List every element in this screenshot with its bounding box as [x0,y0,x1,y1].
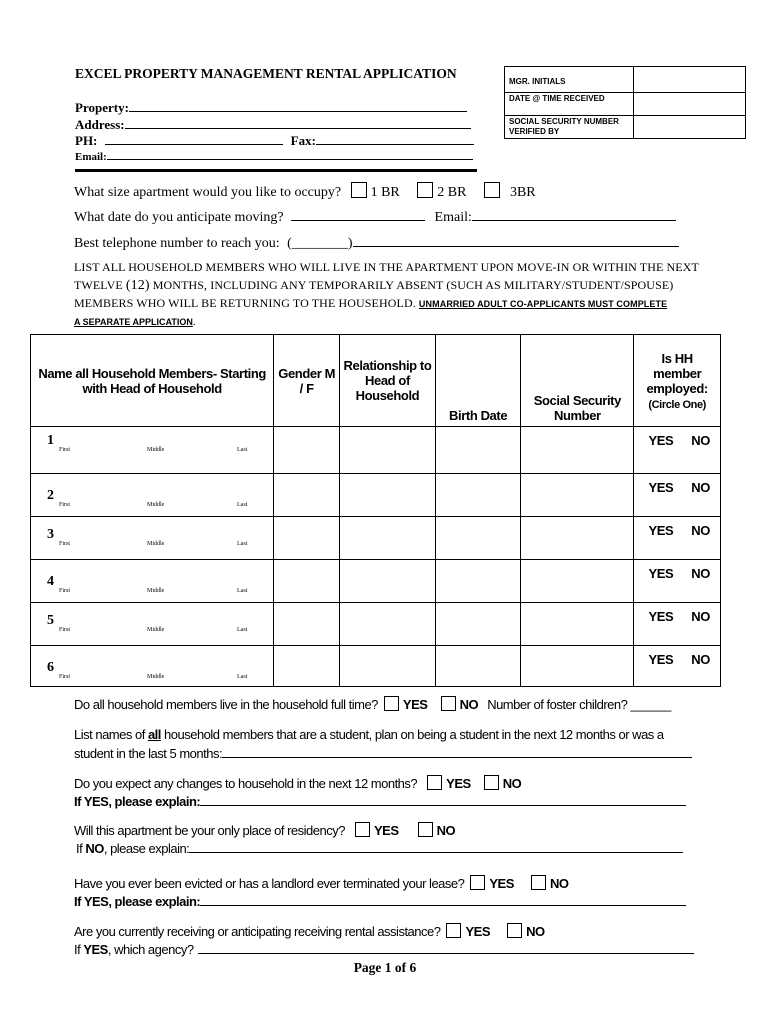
header-gender: Gender M / F [274,335,340,427]
last-name-hint: Last [237,674,248,680]
middle-name-hint: Middle [147,502,165,508]
fulltime-yes-label: YES [402,697,428,712]
employed-yes[interactable]: YES [648,433,674,448]
instructions-line4 [74,312,196,330]
employed-no[interactable]: NO [691,566,710,581]
employed-options [648,523,710,538]
students-row2 [74,745,692,761]
agency-if: If [74,942,84,957]
instructions-twelve: TWELVE [74,278,123,292]
apt-size-question: What size apartment would you like to occupy? [74,185,342,200]
table-row [31,603,721,646]
header-name: Name all Household Members- Starting with Head of Household [31,335,274,427]
best-phone-question: Best telephone number to reach you: [74,236,280,251]
birth-date-cell[interactable] [435,517,520,560]
assistance-yes-label: YES [465,924,490,939]
relationship-cell[interactable] [340,474,436,517]
member-name-cell[interactable] [31,474,274,517]
employed-options [648,433,710,448]
fax-field[interactable] [316,132,474,145]
best-phone-row [74,234,679,252]
first-name-hint: First [59,541,71,547]
page-number: Page 1 of 6 [353,960,417,975]
move-date-field[interactable] [291,208,425,221]
ssn-cell[interactable] [521,517,634,560]
header-divider [75,169,477,172]
changes-no-checkbox[interactable] [484,775,499,790]
member-name-cell[interactable] [31,427,274,474]
employed-cell[interactable] [634,603,721,646]
changes-explain-label: If YES, please explain: [74,794,201,809]
move-date-question: What date do you anticipate moving? [74,210,284,225]
table-row [31,427,721,474]
relationship-cell[interactable] [340,517,436,560]
agency-field[interactable] [198,941,694,954]
first-name-hint: First [59,674,71,680]
residency-yes-checkbox[interactable] [355,822,370,837]
manager-box [504,66,746,139]
birth-date-cell[interactable] [435,427,520,474]
residency-no-checkbox[interactable] [418,822,433,837]
changes-no-label: NO [502,776,522,791]
relationship-cell[interactable] [340,646,436,687]
students-question-c: student in the last 5 months: [74,746,223,761]
header-relationship: Relationship to Head of Household [340,335,436,427]
employed-yes[interactable]: YES [648,609,674,624]
changes-yes-label: YES [446,776,471,791]
evicted-explain-label: If YES, please explain: [74,894,201,909]
ph-label: PH: [75,133,98,148]
ssn-verified-label: SOCIAL SECURITY NUMBER VERIFIED BY [505,116,634,139]
instructions-line3 [74,296,667,311]
employed-options [648,652,710,667]
table-row [31,646,721,687]
last-name-hint: Last [237,627,248,633]
table-row [31,474,721,517]
employed-no[interactable]: NO [691,433,710,448]
birth-date-cell[interactable] [435,646,520,687]
row-number: 5 [47,613,54,628]
separate-application-note: A SEPARATE APPLICATION [74,317,193,327]
row-number: 2 [47,488,54,503]
form-title: EXCEL PROPERTY MANAGEMENT RENTAL APPLICATION [75,66,457,81]
header-birth-date: Birth Date [435,335,520,427]
gender-cell[interactable] [274,603,340,646]
instructions-12: (12) [125,278,150,293]
relationship-cell[interactable] [340,560,436,603]
checkbox-3br[interactable] [484,182,500,198]
ph-field[interactable] [105,132,283,145]
birth-date-cell[interactable] [435,603,520,646]
employed-yes[interactable]: YES [648,566,674,581]
students-all: all [147,727,161,742]
ssn-cell[interactable] [521,427,634,474]
agency-yes: YES [83,942,108,957]
date-received-field[interactable] [634,93,746,116]
residency-question: Will this apartment be your only place of residency? [74,823,345,838]
last-name-hint: Last [237,588,248,594]
changes-yes-checkbox[interactable] [427,775,442,790]
household-table [30,334,721,687]
evicted-explain-row [74,893,686,909]
employed-cell[interactable] [634,474,721,517]
table-row [31,517,721,560]
property-field[interactable] [129,99,467,112]
residency-row [74,822,455,838]
changes-question: Do you expect any changes to household in the next 12 months? [74,776,418,791]
address-row [75,116,471,133]
ssn-verified-field[interactable] [634,116,746,139]
row-number: 1 [47,433,54,448]
middle-name-hint: Middle [147,447,165,453]
changes-explain-field[interactable] [200,793,686,806]
residency-no-label: NO [436,823,456,838]
birth-date-cell[interactable] [435,560,520,603]
assistance-no-label: NO [526,924,545,939]
best-phone-paren: (________) [287,236,353,251]
fulltime-no-label: NO [459,697,479,712]
email2-label: Email: [434,210,472,225]
fulltime-no-checkbox[interactable] [441,696,456,711]
agency-row [74,941,694,957]
residency-explain-row [76,840,683,856]
date-received-label: DATE @ TIME RECEIVED [505,93,634,116]
row-number: 6 [47,660,54,675]
employed-cell[interactable] [634,427,721,474]
employed-cell[interactable] [634,560,721,603]
assistance-row [74,923,545,939]
middle-name-hint: Middle [147,588,165,594]
employed-options [648,480,710,495]
first-name-hint: First [59,447,71,453]
ssn-cell[interactable] [521,603,634,646]
mgr-initials-label: MGR. INITIALS [505,67,634,93]
evicted-no-checkbox[interactable] [531,875,546,890]
member-name-cell[interactable] [31,646,274,687]
employed-options [648,609,710,624]
first-name-hint: First [59,588,71,594]
label-1br: 1 BR [370,185,400,200]
header-employed [634,335,721,427]
employed-cell[interactable] [634,517,721,560]
header-ssn: Social Security Number [521,335,634,427]
phone-fax-row [75,132,474,149]
row-number: 3 [47,527,54,542]
relationship-cell[interactable] [340,427,436,474]
fulltime-row [74,696,671,712]
address-label: Address: [75,117,125,132]
employed-no[interactable]: NO [691,609,710,624]
employed-yes[interactable]: YES [648,652,674,667]
employed-cell[interactable] [634,646,721,687]
member-name-cell[interactable] [31,603,274,646]
evicted-explain-field[interactable] [200,893,686,906]
assistance-no-checkbox[interactable] [507,923,522,938]
employed-yes[interactable]: YES [648,523,674,538]
move-date-row [74,208,676,226]
email2-field[interactable] [472,208,676,221]
last-name-hint: Last [237,447,248,453]
instructions-line2 [74,278,673,294]
evicted-question: Have you ever been evicted or has a landlord ever terminated your lease? [74,876,465,891]
employed-yes[interactable]: YES [648,480,674,495]
instructions-line1: LIST ALL HOUSEHOLD MEMBERS WHO WILL LIVE IN THE APARTMENT UPON MOVE-IN OR WITHIN THE NEXT [74,260,699,274]
label-2br: 2 BR [437,185,467,200]
gender-cell[interactable] [274,560,340,603]
apt-size-row [74,182,536,201]
assistance-question: Are you currently receiving or anticipating receiving rental assistance? [74,924,441,939]
mgr-initials-field[interactable] [634,67,746,93]
agency-label: , which agency? [107,942,194,957]
fulltime-yes-checkbox[interactable] [384,696,399,711]
property-label: Property: [75,100,129,115]
gender-cell[interactable] [274,474,340,517]
first-name-hint: First [59,502,71,508]
employed-options [648,566,710,581]
ssn-cell[interactable] [521,474,634,517]
gender-cell[interactable] [274,646,340,687]
member-name-cell[interactable] [31,517,274,560]
gender-cell[interactable] [274,427,340,474]
checkbox-2br[interactable] [417,182,433,198]
employed-no[interactable]: NO [691,480,710,495]
period: . [192,316,196,328]
students-question-b: household members that are a student, plan on being a student in the next 12 months or was a [160,727,664,742]
middle-name-hint: Middle [147,674,165,680]
evicted-no-label: NO [550,876,569,891]
co-applicant-note: UNMARRIED ADULT CO-APPLICANTS MUST COMPLETE [418,299,668,309]
email-field[interactable] [107,149,473,160]
checkbox-1br[interactable] [351,182,367,198]
fulltime-question: Do all household members live in the household full time? [74,697,378,712]
residency-explain-label: , please explain: [103,841,190,856]
ssn-cell[interactable] [521,560,634,603]
birth-date-cell[interactable] [435,474,520,517]
employed-no[interactable]: NO [691,652,710,667]
row-number: 4 [47,574,54,589]
students-row [74,727,704,742]
residency-yes-label: YES [373,823,399,838]
label-3br: 3BR [509,185,536,200]
fax-label: Fax: [290,133,316,148]
middle-name-hint: Middle [147,627,165,633]
header-circle-one: (Circle One) [648,398,706,411]
foster-children-question: Number of foster children? ______ [487,697,671,712]
email-row [75,149,473,163]
evicted-row [74,875,569,891]
instructions-returning: MEMBERS WHO WILL BE RETURNING TO THE HOUSEHOLD. [74,296,416,310]
first-name-hint: First [59,627,71,633]
address-field[interactable] [125,116,471,129]
header-employed-label: Is HH member employed: [646,350,708,396]
relationship-cell[interactable] [340,603,436,646]
last-name-hint: Last [237,502,248,508]
last-name-hint: Last [237,541,248,547]
residency-explain-if: If [76,841,86,856]
employed-no[interactable]: NO [691,523,710,538]
assistance-yes-checkbox[interactable] [446,923,461,938]
middle-name-hint: Middle [147,541,165,547]
evicted-yes-label: YES [489,876,514,891]
instructions-months: MONTHS, INCLUDING ANY TEMPORARILY ABSENT (SUCH AS MILITARY/STUDENT/SPOUSE) [152,278,674,292]
gender-cell[interactable] [274,517,340,560]
property-row [75,99,467,116]
students-field[interactable] [222,745,692,758]
email-label: Email: [75,151,107,163]
evicted-yes-checkbox[interactable] [470,875,485,890]
member-name-cell[interactable] [31,560,274,603]
residency-explain-field[interactable] [189,840,683,853]
ssn-cell[interactable] [521,646,634,687]
changes-row [74,775,521,791]
table-row [31,560,721,603]
changes-explain-row [74,793,686,809]
students-question-a: List names of [74,727,148,742]
best-phone-field[interactable] [353,234,679,247]
residency-explain-no: NO [85,841,104,856]
